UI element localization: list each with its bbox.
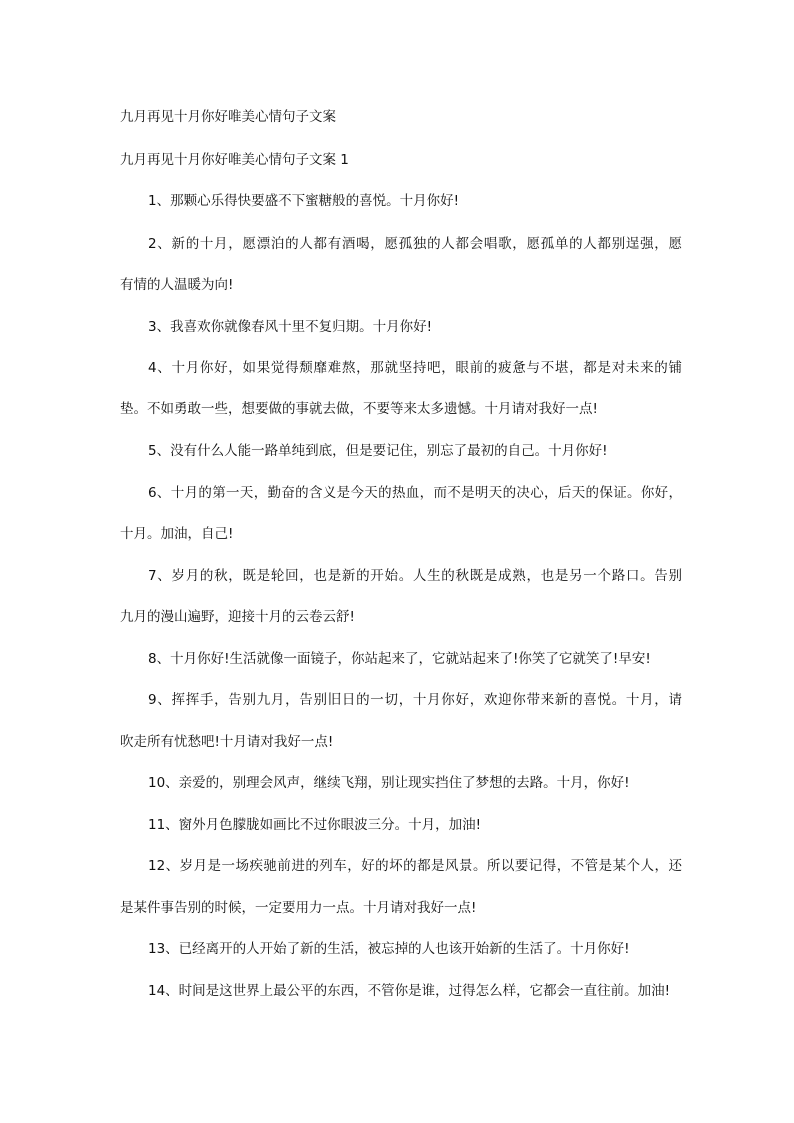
paragraph-line: 10、亲爱的，别理会风声，继续飞翔，别让现实挡住了梦想的去路。十月，你好! xyxy=(148,775,630,791)
document-title: 九月再见十月你好唯美心情句子文案 xyxy=(120,109,336,125)
paragraph-line: 十月。加油，自己! xyxy=(120,526,234,542)
paragraph-line: 12、岁月是一场疾驰前进的列车，好的坏的都是风景。所以要记得，不管是某个人，还 xyxy=(148,858,682,874)
paragraph-line: 吹走所有忧愁吧!十月请对我好一点! xyxy=(120,734,334,750)
paragraph-line: 6、十月的第一天，勤奋的含义是今天的热血，而不是明天的决心，后天的保证。你好， xyxy=(148,485,682,501)
paragraph-line: 13、已经离开的人开始了新的生活，被忘掉的人也该开始新的生活了。十月你好! xyxy=(148,941,630,957)
paragraph-line: 有情的人温暖为向! xyxy=(120,277,234,293)
paragraph-line: 九月的漫山遍野，迎接十月的云卷云舒! xyxy=(120,609,355,625)
paragraph-line: 8、十月你好!生活就像一面镜子，你站起来了，它就站起来了!你笑了它就笑了!早安! xyxy=(148,651,651,667)
paragraph-line: 1、那颗心乐得快要盛不下蜜糖般的喜悦。十月你好! xyxy=(148,193,460,209)
document-subtitle: 九月再见十月你好唯美心情句子文案 1 xyxy=(120,152,349,168)
paragraph-line: 11、窗外月色朦胧如画比不过你眼波三分。十月，加油! xyxy=(148,817,482,833)
paragraph-line: 9、挥挥手，告别九月，告别旧日的一切，十月你好，欢迎你带来新的喜悦。十月，请 xyxy=(148,692,682,708)
paragraph-line: 4、十月你好，如果觉得颓靡难熬，那就坚持吧，眼前的疲惫与不堪，都是对未来的铺 xyxy=(148,360,682,376)
paragraph-line: 3、我喜欢你就像春风十里不复归期。十月你好! xyxy=(148,319,433,335)
paragraph-line: 14、时间是这世界上最公平的东西，不管你是谁，过得怎么样，它都会一直往前。加油! xyxy=(148,983,671,999)
paragraph-line: 2、新的十月，愿漂泊的人都有酒喝，愿孤独的人都会唱歌，愿孤单的人都别逞强，愿 xyxy=(148,236,682,252)
paragraph-line: 7、岁月的秋，既是轮回，也是新的开始。人生的秋既是成熟，也是另一个路口。告别 xyxy=(148,568,682,584)
paragraph-line: 垫。不如勇敢一些，想要做的事就去做，不要等来太多遗憾。十月请对我好一点! xyxy=(120,401,598,417)
paragraph-line: 5、没有什么人能一路单纯到底，但是要记住，别忘了最初的自己。十月你好! xyxy=(148,443,608,459)
paragraph-line: 是某件事告别的时候，一定要用力一点。十月请对我好一点! xyxy=(120,900,477,916)
